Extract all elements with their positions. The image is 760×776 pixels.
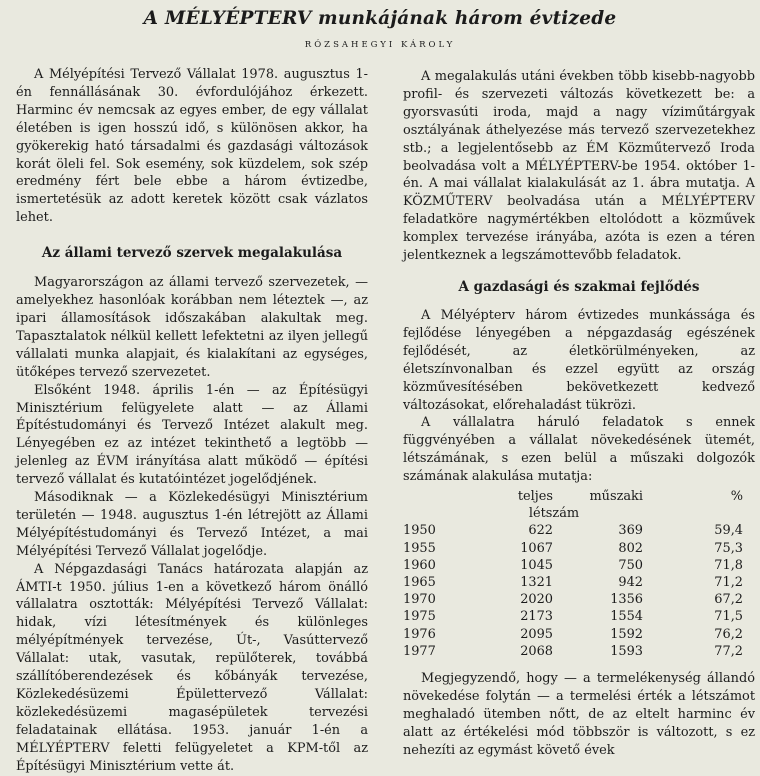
table-cell-year: 1975 xyxy=(403,609,436,625)
table-cell-technical: 750 xyxy=(618,557,643,573)
table-cell-technical: 369 xyxy=(618,523,643,539)
article-title: A MÉLYÉPTERV munkájának három évtizede xyxy=(143,8,617,29)
staff-table xyxy=(403,488,743,660)
table-cell-year: 1976 xyxy=(403,626,436,642)
paragraph: A Mélyépterv három évtizedes munkássága és fejlődése lényegében a népgazdaság egészének fejlődését, az életkörülményeken, az életszínvonalban és ezzel együtt az ország közművesítésében bekövetkezett kedvező változásokat, előrehaladást tükrözi. xyxy=(403,307,755,413)
table-cell-year: 1950 xyxy=(403,523,436,539)
table-cell-percent: 75,3 xyxy=(714,540,743,556)
table-cell-total: 2068 xyxy=(520,643,553,659)
table-cell-technical: 1593 xyxy=(610,643,643,659)
table-header-percent: % xyxy=(730,489,743,505)
table-cell-total: 1067 xyxy=(520,540,553,556)
table-body xyxy=(403,522,743,660)
table-cell-total: 1045 xyxy=(520,557,553,573)
table-cell-technical: 802 xyxy=(618,540,643,556)
table-row xyxy=(403,522,743,539)
table-cell-percent: 59,4 xyxy=(714,523,743,539)
table-cell-total: 622 xyxy=(528,523,553,539)
table-cell-total: 1321 xyxy=(520,575,553,591)
table-cell-technical: 1356 xyxy=(610,592,643,608)
table-cell-year: 1970 xyxy=(403,592,436,608)
right-column xyxy=(403,68,755,760)
table-cell-percent: 71,2 xyxy=(714,575,743,591)
table-cell-year: 1977 xyxy=(403,643,436,659)
paragraph: Megjegyzendő, hogy — a termelékenység állandó növekedése folytán — a termelési érték a létszámot meghaladó ütemben nőtt, de az eltelt harminc év alatt az értékelési mód többször is változott, s ez nehezíti az egymást követő évek xyxy=(403,671,755,758)
table-header-year xyxy=(403,488,465,505)
table-cell-total: 2020 xyxy=(520,592,553,608)
section-heading-economic-development: A gazdasági és szakmai fejlődés xyxy=(458,278,700,295)
table-cell-technical: 942 xyxy=(618,575,643,591)
paragraph: Elsőként 1948. április 1-én — az Építésügyi Minisztérium felügyelete alatt — az Állami Építéstudományi és Tervező Intézet alakult meg. Lényegében ez az intézet tekinthető a legtöbb — jelenleg az ÉVM irányítása alatt működő — építési tervező vállalat és kutatóintézet jogelődjének. xyxy=(16,382,368,488)
table-cell-year: 1960 xyxy=(403,557,436,573)
table-cell-total: 2095 xyxy=(520,626,553,642)
left-column xyxy=(16,66,368,776)
table-subheader-row xyxy=(403,505,743,522)
paragraph: A megalakulás utáni években több kisebb-nagyobb profil- és szervezeti változás következett be: a gyorsvasúti iroda, majd a nagy víziműtárgyak osztályának áthelyezése más tervező szervezetekhez stb.; a legjelentősebb az ÉM Közműtervező Iroda beolvadása volt a MÉLYÉPTERV-be 1954. október 1-én. A mai vállalat kialakulását az 1. ábra mutatja. A KÖZMŰTERV beolvadása után a MÉLYÉPTERV feladatköre nagymértékben eltolódott a közművek komplex tervezése irányába, azóta is ezen a téren jelentkeznek a legszámottevőbb feladatok. xyxy=(403,69,755,264)
table-cell-percent: 76,2 xyxy=(714,626,743,642)
table-row xyxy=(403,626,743,643)
table-cell-percent: 77,2 xyxy=(714,643,743,659)
table-header-technical: műszaki xyxy=(589,489,643,505)
table-row xyxy=(403,591,743,608)
table-header-row xyxy=(403,488,743,505)
paragraph: Másodiknak — a Közlekedésügyi Minisztérium területén — 1948. augusztus 1-én létrejött az Állami Mélyépítéstudományi és Tervező Intézet, a mai Mélyépítési Tervező Vállalat jogelődje. xyxy=(16,490,368,559)
table-row xyxy=(403,608,743,625)
table-cell-percent: 67,2 xyxy=(714,592,743,608)
table-cell-year: 1955 xyxy=(403,540,436,556)
table-cell-percent: 71,8 xyxy=(714,557,743,573)
table-cell-percent: 71,5 xyxy=(714,609,743,625)
table-row xyxy=(403,643,743,660)
table-row xyxy=(403,540,743,557)
table-subheader-headcount: létszám xyxy=(528,506,580,522)
section-heading-state-design: Az állami tervező szervek megalakulása xyxy=(41,245,343,262)
table-header-total: teljes xyxy=(517,489,553,505)
intro-paragraph: A Mélyépítési Tervező Vállalat 1978. augusztus 1-én fennállásának 30. évfordulójához érkezett. Harminc év nemcsak az egyes ember, de egy vállalat életében is igen hosszú idő, s különösen akkor, ha gyökerekig ható társadalmi és gazdasági változások korát öleli fel. Sok esemény, sok küzdelem, sok szép eredmény fért bele ebbe a három évtizedbe, ismertetésük az adott keretek között csak vázlatos lehet. xyxy=(16,67,368,226)
paragraph: A vállalatra háruló feladatok s ennek függvényében a vállalat növekedésének ütemét, létszámának, s ezen belül a műszaki dolgozók számának alakulása mutatja: xyxy=(403,415,755,485)
table-cell-technical: 1554 xyxy=(610,609,643,625)
table-cell-year: 1965 xyxy=(403,575,436,591)
table-row xyxy=(403,557,743,574)
table-row xyxy=(403,574,743,591)
table-cell-technical: 1592 xyxy=(610,626,643,642)
paragraph: Magyarországon az állami tervező szervezetek, — amelyekhez hasonlóak korábban nem léteztek —, az ipari államosítások időszakában alakultak meg. Tapasztalatok nélkül kellett lefektetni az ilyen jellegű vállalati munka alapjait, és kialakítani az egységes, ütőképes tervező szervezetet. xyxy=(16,275,368,380)
article-author: RÓZSAHEGYI KÁROLY xyxy=(304,40,456,50)
table-cell-total: 2173 xyxy=(520,609,553,625)
paragraph: A Népgazdasági Tanács határozata alapján az ÁMTI-t 1950. július 1-en a következő három önálló vállalatra osztották: Mélyépítési Tervező Vállalat: hidak, vízi létesítmények és különleges mélyépítmények tervezése, Út-, Vasúttervező Vállalat: utak, vasutak, repülőterek, továbbá szállítóberendezések és kőbányák tervezése, Közlekedésüzemi Épülettervező Vállalat: közlekedésüzemi magasépületek tervezési feladatainak ellátása. 1953. január 1-én a MÉLYÉPTERV feletti felügyeletet a KPM-től az Építésügyi Minisztérium vette át. xyxy=(16,561,368,774)
